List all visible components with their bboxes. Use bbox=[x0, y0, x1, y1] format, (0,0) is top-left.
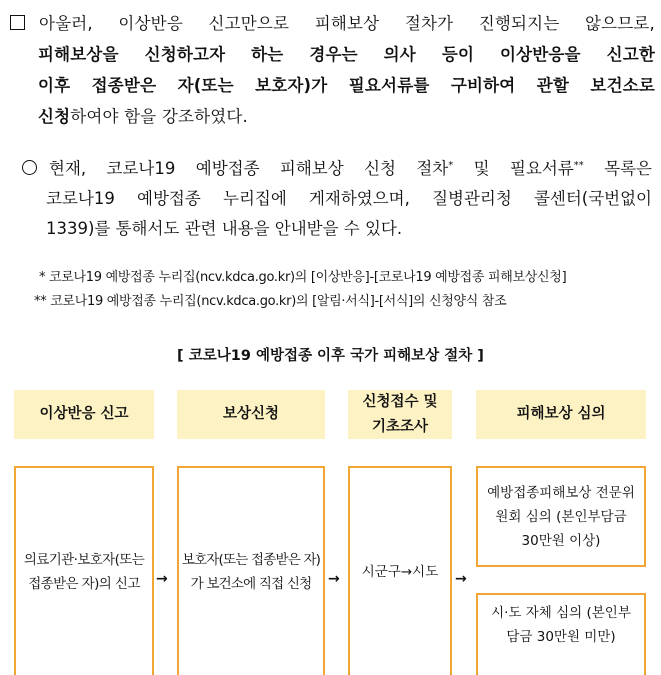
footnote-1: * 코로나19 예방접종 누리집(ncv.kdca.go.kr)의 [이상반응]-[코로나19 예방접종 피해보상신청] bbox=[39, 270, 567, 285]
header-review: 피해보상 심의 bbox=[476, 390, 646, 439]
paragraph-2-line-1-mid: 및 필요서류 bbox=[453, 159, 574, 178]
header-investigation-label: 신청접수 및 기초조사 bbox=[362, 393, 438, 435]
arrow-1: → bbox=[156, 571, 168, 587]
square-bullet-icon bbox=[10, 15, 25, 30]
step-box-investigation bbox=[348, 466, 452, 675]
step-application-text: 보호자(또는 접종받은 자)가 보건소에 직접 신청 bbox=[181, 551, 321, 592]
paragraph-1-line-4-bold: 신청 bbox=[38, 107, 71, 126]
header-investigation bbox=[348, 390, 452, 439]
paragraph-2-line-1-pre: 현재, 코로나19 예방접종 피해보상 신청 절차 bbox=[49, 159, 449, 178]
paragraph-2-line-2: 코로나19 예방접종 누리집에 게재하였으며, 질병관리청 콜센터(국번없이 bbox=[46, 189, 652, 208]
step-box-report bbox=[14, 466, 154, 675]
review-committee-text: 예방접종피해보상 전문위원회 심의 (본인부담금 30만원 이상) bbox=[487, 484, 635, 549]
review-local-text: 시·도 자체 심의 (본인부담금 30만원 미만) bbox=[491, 605, 631, 645]
arrow-2: → bbox=[328, 571, 340, 587]
paragraph-1-line-3: 이후 접종받은 자(또는 보호자)가 필요서류를 구비하여 관할 보건소로 bbox=[38, 76, 655, 95]
paragraph-1 bbox=[10, 8, 655, 132]
step-investigation-text: 시군구→시도 bbox=[361, 563, 439, 580]
review-box-local bbox=[476, 593, 646, 675]
header-application: 보상신청 bbox=[177, 390, 325, 439]
flowchart-title: [ 코로나19 예방접종 이후 국가 피해보상 절차 ] bbox=[177, 348, 484, 364]
footnotes bbox=[34, 266, 654, 314]
paragraph-2 bbox=[22, 154, 652, 244]
review-box-committee bbox=[476, 466, 646, 567]
footnote-mark-2: ** bbox=[573, 160, 584, 171]
paragraph-1-line-4-rest: 하여야 함을 강조하였다. bbox=[70, 107, 249, 126]
circle-bullet-icon bbox=[22, 160, 37, 175]
step-report-text: 의료기관·보호자(또는 접종받은 자)의 신고 bbox=[23, 551, 145, 592]
step-box-application bbox=[177, 466, 325, 675]
footnote-mark-1: * bbox=[448, 160, 454, 171]
paragraph-2-line-3: 1339)를 통해서도 관련 내용을 안내받을 수 있다. bbox=[46, 219, 403, 238]
arrow-3: → bbox=[455, 571, 467, 587]
footnote-2: ** 코로나19 예방접종 누리집(ncv.kdca.go.kr)의 [알림·서식]-[서식]의 신청양식 참조 bbox=[34, 294, 507, 309]
paragraph-1-line-2: 피해보상을 신청하고자 하는 경우는 의사 등이 이상반응을 신고한 bbox=[38, 45, 655, 64]
header-report: 이상반응 신고 bbox=[14, 390, 154, 439]
paragraph-1-line-1: 아울러, 이상반응 신고만으로 피해보상 절차가 진행되지는 않으므로, bbox=[39, 14, 655, 33]
paragraph-2-line-1-post: 목록은 bbox=[583, 159, 652, 178]
